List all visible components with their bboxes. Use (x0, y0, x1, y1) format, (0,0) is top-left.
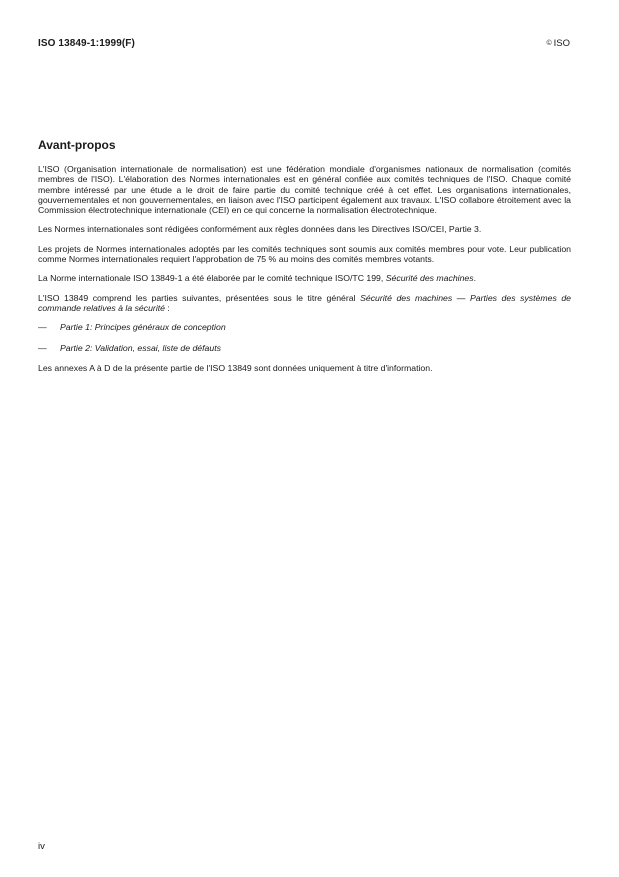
paragraph-directives: Les Normes internationales sont rédigées conformément aux règles données dans les Directives ISO/CEI, Partie 3. (38, 224, 482, 235)
list-item (38, 322, 571, 332)
foreword-body (38, 164, 571, 382)
list-item-label: Partie 1: Principes généraux de conception (60, 322, 226, 333)
paragraph-annexes: Les annexes A à D de la présente partie de l'ISO 13849 sont données uniquement à titre d'information. (38, 362, 433, 373)
page-number: iv (38, 841, 45, 852)
list-item (38, 343, 571, 353)
paragraph-iso-intro: L'ISO (Organisation internationale de normalisation) est une fédération mondiale d'organismes nationaux de normalisation (comités membres de l'ISO). L'élaboration des Normes internationales est en général confiée aux comités techniques de l'ISO. Chaque comité membre intéressé par une étude a le droit de faire partie du comité technique créé à cet effet. Les organisations internationales, gouvernementales et non gouvernementales, en liaison avec l'ISO participent également aux travaux. L'ISO collabore étroitement avec la Commission électrotechnique internationale (CEI) en ce qui concerne la normalisation électrotechnique. (38, 164, 571, 216)
paragraph-parts-intro (38, 293, 571, 314)
copyright-notice (546, 38, 570, 49)
list-item-label: Partie 2: Validation, essai, liste de défauts (60, 342, 221, 353)
paragraph-parts-intro-text: L'ISO 13849 comprend les parties suivantes, présentées sous le titre général (38, 292, 361, 303)
document-id: ISO 13849-1:1999(F) (38, 38, 135, 49)
paragraph-committee-text: La Norme internationale ISO 13849-1 a été élaborée par le comité technique ISO/TC 199, (38, 273, 386, 284)
paragraph-parts-intro-title: Sécurité des machines — Parties des systèmes de commande relatives à la sécurité (38, 292, 571, 313)
paragraph-committee-title: Sécurité des machines (385, 273, 474, 284)
section-heading: Avant-propos (38, 138, 116, 152)
paragraph-committee-end: . (473, 273, 477, 284)
paragraph-committee (38, 273, 571, 283)
paragraph-parts-intro-end: : (165, 302, 170, 313)
list-dash: — (38, 322, 47, 333)
copyright-org: ISO (553, 38, 570, 49)
copyright-symbol: © (546, 40, 552, 47)
list-dash: — (38, 342, 47, 353)
paragraph-voting: Les projets de Normes internationales adoptés par les comités techniques sont soumis aux comités membres pour vote. Leur publication comme Normes internationales requiert l'approbation de 75 % au moins des comités membres votants. (38, 243, 571, 265)
